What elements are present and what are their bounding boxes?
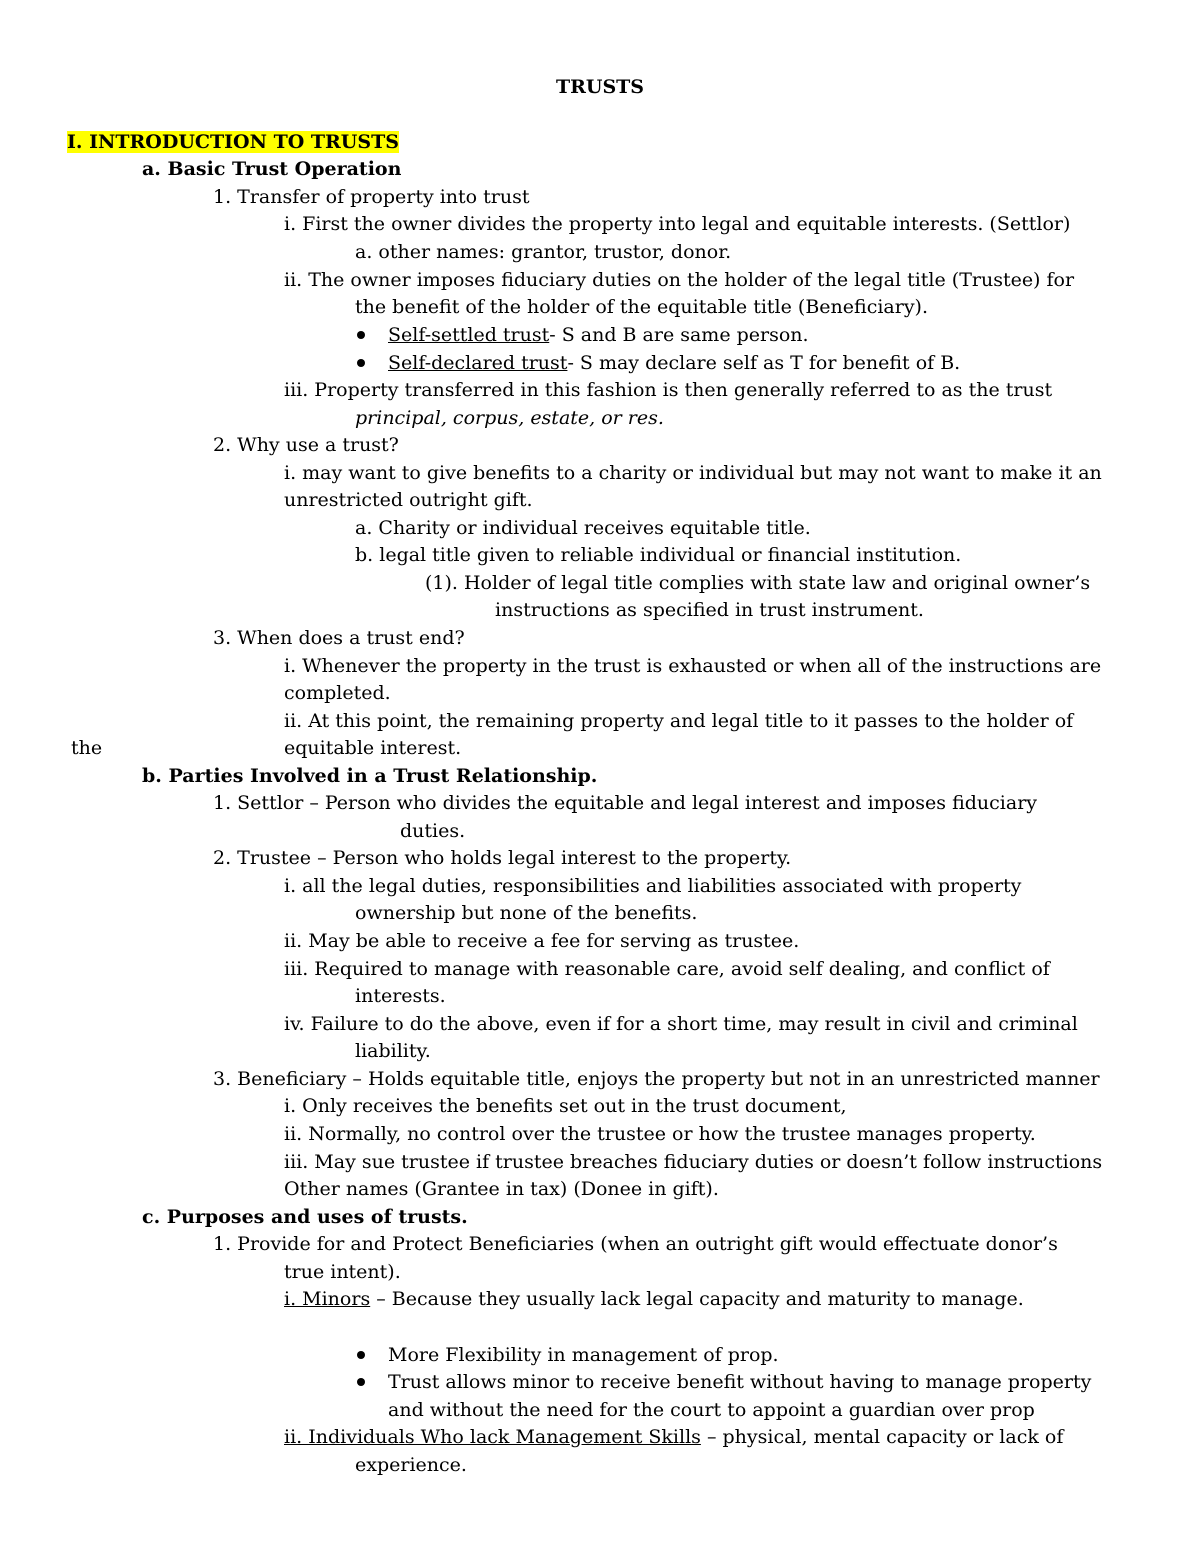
definition: - S and B are same person.: [549, 324, 809, 346]
list-item-continuation: duties.: [400, 820, 466, 842]
list-item: b. legal title given to reliable individual or financial institution.: [355, 544, 962, 566]
bullet-icon: [357, 1378, 365, 1386]
list-item: 3. Beneficiary – Holds equitable title, enjoys the property but not in an unrestricted manner: [213, 1068, 1100, 1090]
list-item: ii. At this point, the remaining property and legal title to it passes to the holder of: [284, 710, 1074, 732]
bullet-icon: [357, 359, 365, 367]
list-item-continuation: instructions as specified in trust instrument.: [495, 599, 924, 621]
list-item-continuation: the benefit of the holder of the equitable title (Beneficiary).: [355, 296, 929, 318]
list-item: iii. May sue trustee if trustee breaches fiduciary duties or doesn’t follow instructions: [284, 1151, 1103, 1173]
term: Self-declared trust: [388, 352, 568, 374]
list-item: a. Charity or individual receives equitable title.: [355, 517, 811, 539]
list-item: i. First the owner divides the property into legal and equitable interests. (Settlor): [284, 213, 1071, 235]
term: i. Minors: [284, 1288, 371, 1310]
list-item: i. may want to give benefits to a charity or individual but may not want to make it an: [284, 462, 1102, 484]
subsection-heading-purposes-and-uses: c. Purposes and uses of trusts.: [142, 1206, 468, 1228]
list-item-continuation: interests.: [355, 985, 446, 1007]
bullet-icon: [357, 331, 365, 339]
definition: – physical, mental capacity or lack of: [700, 1426, 1064, 1448]
list-item: 1. Provide for and Protect Beneficiaries (when an outright gift would effectuate donor’s: [213, 1233, 1058, 1255]
bullet-item-continuation: and without the need for the court to appoint a guardian over prop: [388, 1399, 1035, 1421]
subsection-heading-parties-involved: b. Parties Involved in a Trust Relationship.: [142, 765, 598, 787]
subsection-heading-basic-trust-operation: a. Basic Trust Operation: [142, 158, 402, 180]
section-heading-introduction: [67, 130, 399, 154]
definition: - S may declare self as T for benefit of B.: [567, 352, 961, 374]
list-item: 2. Trustee – Person who holds legal interest to the property.: [213, 847, 792, 869]
list-item: 2. Why use a trust?: [213, 434, 399, 456]
list-item: (1). Holder of legal title complies with state law and original owner’s: [425, 572, 1091, 594]
list-item-continuation: true intent).: [284, 1261, 401, 1283]
bullet-item-self-declared-trust: [388, 351, 960, 375]
bullet-item: Trust allows minor to receive benefit without having to manage property: [388, 1371, 1092, 1393]
list-item-continuation: unrestricted outright gift.: [284, 489, 533, 511]
list-item: ii. The owner imposes fiduciary duties on the holder of the legal title (Trustee) for: [284, 269, 1075, 291]
list-item: iv. Failure to do the above, even if for a short time, may result in civil and criminal: [284, 1013, 1078, 1035]
list-item-management-skills: [284, 1425, 1063, 1449]
list-item: iii. Property transferred in this fashion is then generally referred to as the trust: [284, 379, 1053, 401]
bullet-icon: [357, 1351, 365, 1359]
section-heading-text: I. INTRODUCTION TO TRUSTS: [67, 131, 399, 153]
list-item: ii. May be able to receive a fee for serving as trustee.: [284, 930, 800, 952]
list-item-continuation: liability.: [355, 1040, 431, 1062]
list-item: 1. Settlor – Person who divides the equitable and legal interest and imposes fiduciary: [213, 792, 1038, 814]
list-item-continuation: ownership but none of the benefits.: [355, 902, 698, 924]
list-item: i. Whenever the property in the trust is exhausted or when all of the instructions are: [284, 655, 1102, 677]
list-item-continuation: Other names (Grantee in tax) (Donee in gift).: [284, 1178, 719, 1200]
list-item: ii. Normally, no control over the trustee or how the trustee manages property.: [284, 1123, 1036, 1145]
bullet-item-self-settled-trust: [388, 323, 809, 347]
list-item-continuation: experience.: [355, 1454, 467, 1476]
term: Self-settled trust: [388, 324, 550, 346]
list-item: a. other names: grantor, trustor, donor.: [355, 241, 732, 263]
list-item: i. Only receives the benefits set out in the trust document,: [284, 1095, 847, 1117]
list-item-continuation: equitable interest.: [284, 737, 462, 759]
list-item: 1. Transfer of property into trust: [213, 186, 530, 208]
list-item-continuation: completed.: [284, 682, 391, 704]
definition: – Because they usually lack legal capacity and maturity to manage.: [370, 1288, 1024, 1310]
list-item-minors: [284, 1287, 1024, 1311]
list-item: i. all the legal duties, responsibilities and liabilities associated with property: [284, 875, 1022, 897]
document-title: TRUSTS: [555, 76, 645, 98]
bullet-item: More Flexibility in management of prop.: [388, 1344, 779, 1366]
list-item: iii. Required to manage with reasonable care, avoid self dealing, and conflict of: [284, 958, 1050, 980]
term: ii. Individuals Who lack Management Skills: [284, 1426, 701, 1448]
list-item: 3. When does a trust end?: [213, 627, 465, 649]
stray-word: the: [71, 737, 103, 759]
list-item-continuation: principal, corpus, estate, or res.: [355, 407, 664, 429]
